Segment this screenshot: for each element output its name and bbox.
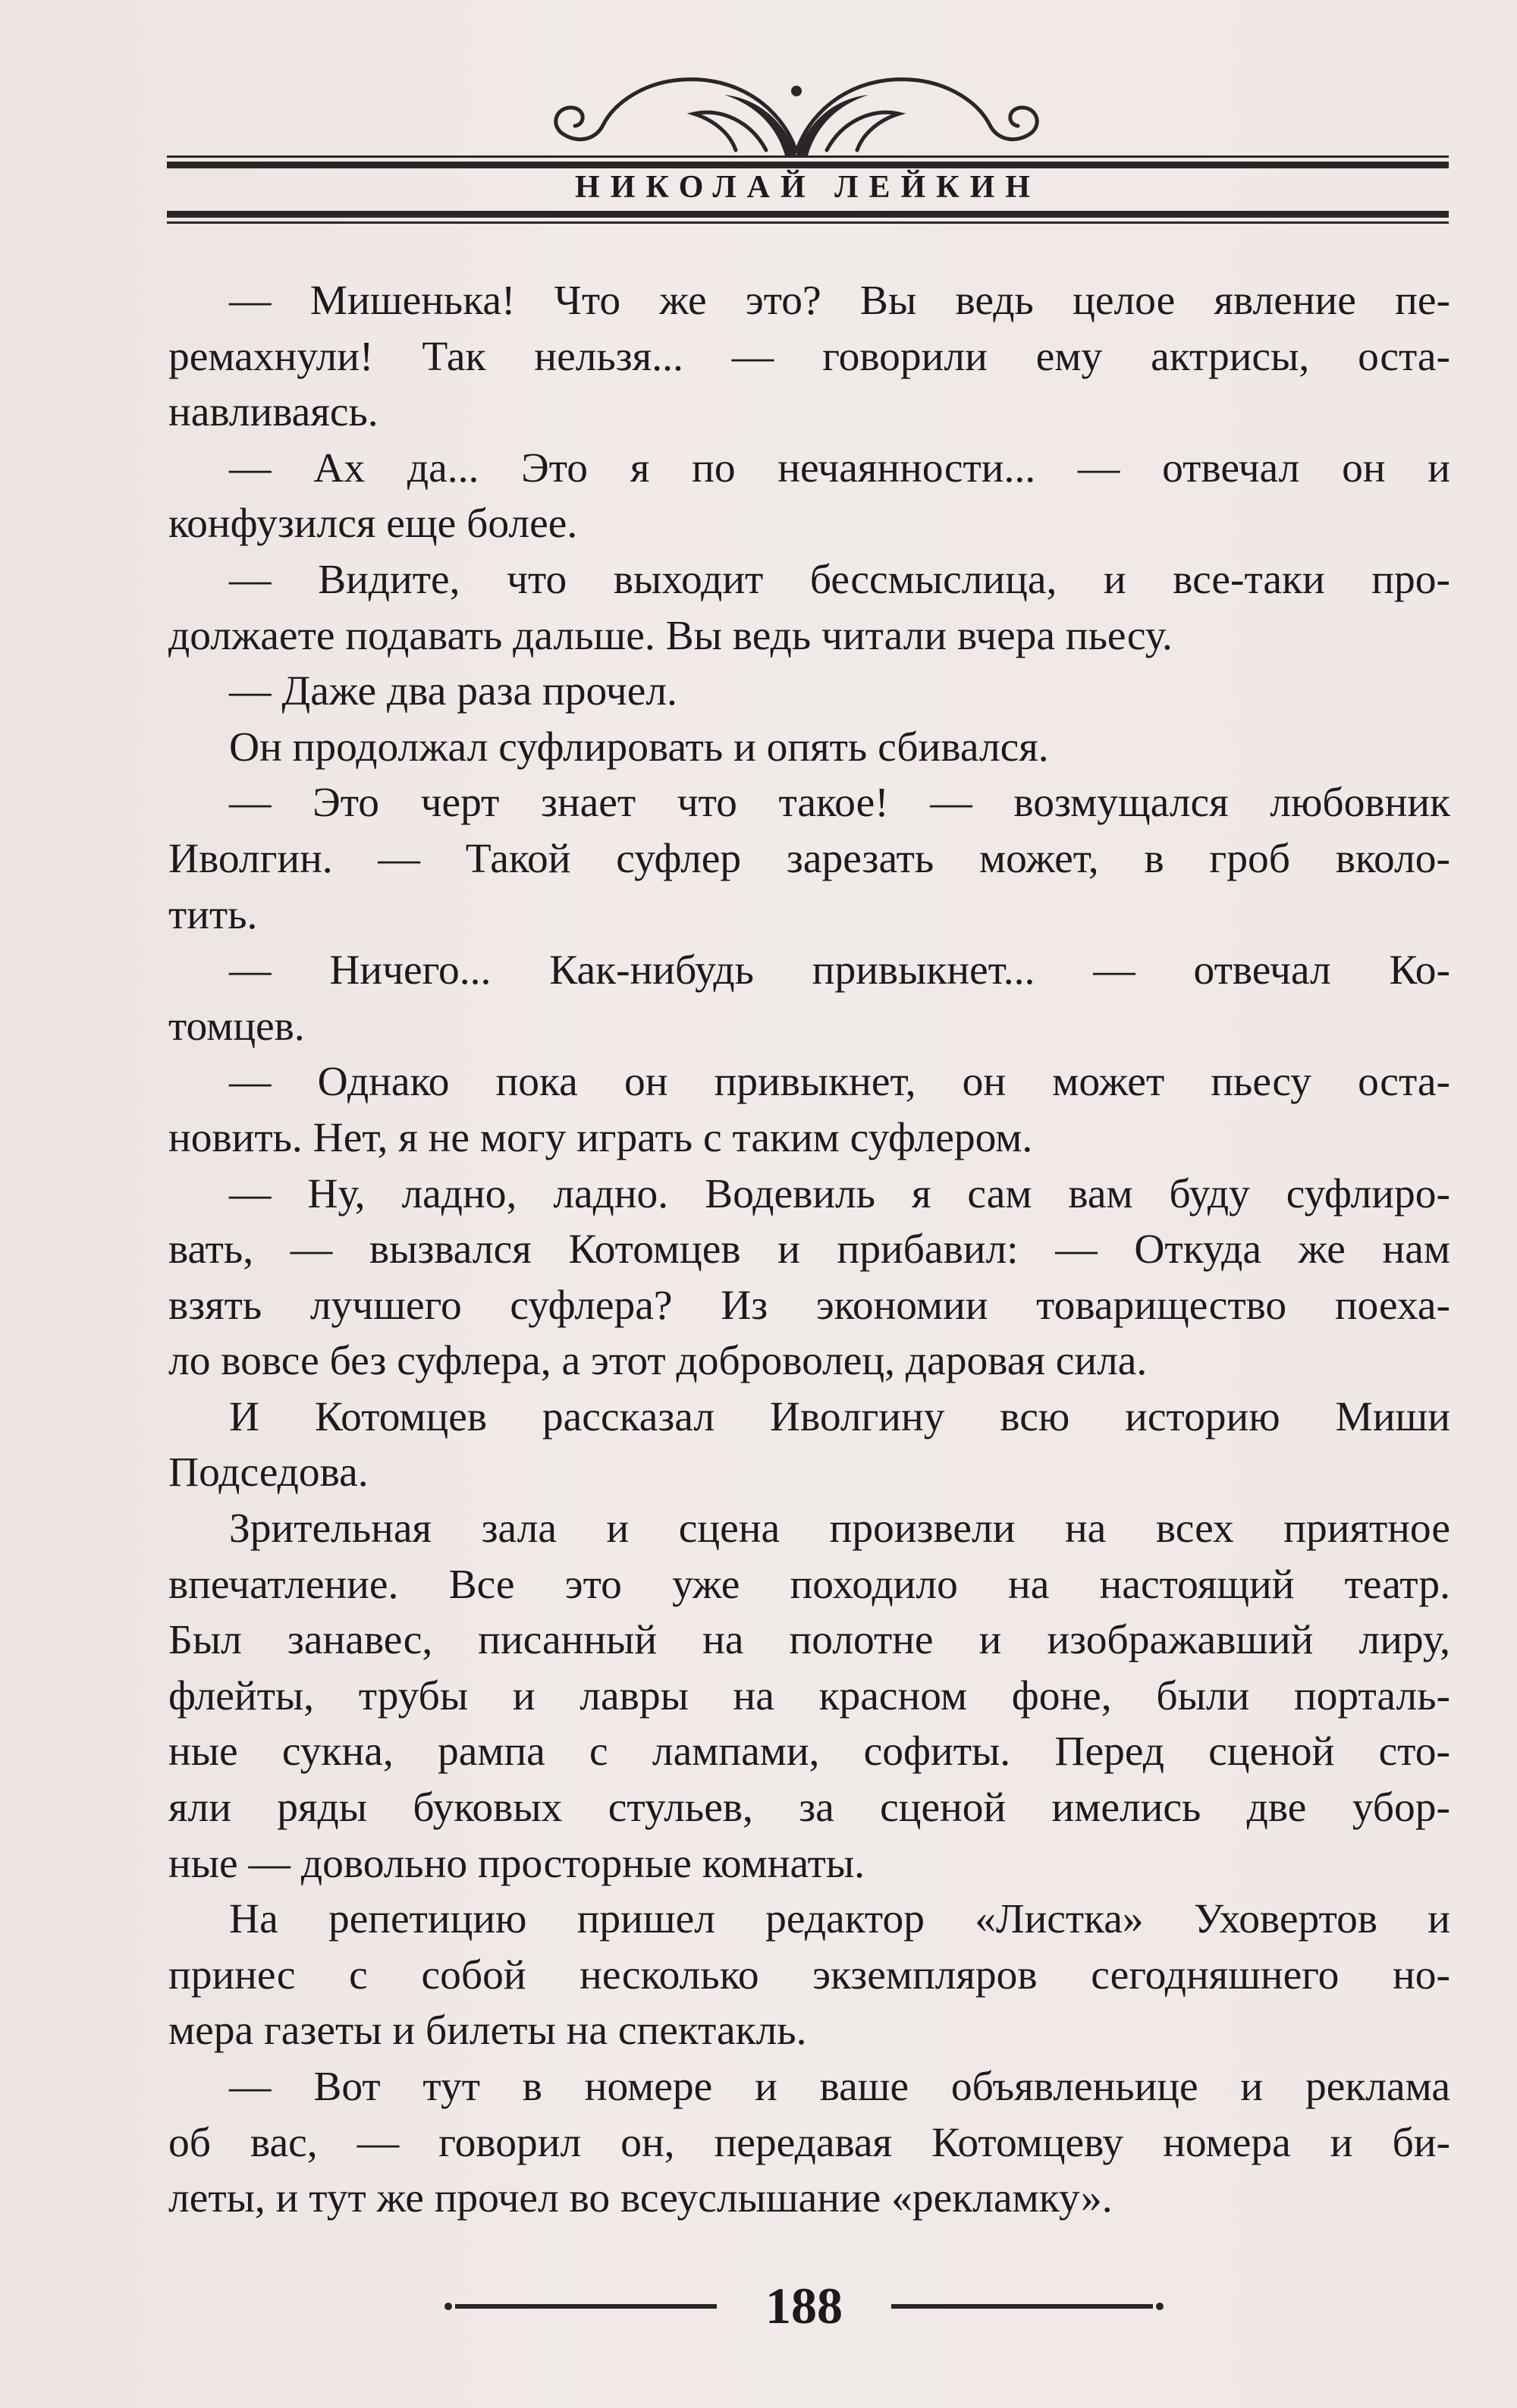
header-top-rule xyxy=(167,155,1449,168)
text-line: — Это черт знает что такое! — возмущался любовник xyxy=(229,780,1450,827)
text-line: И Котомцев рассказал Иволгину всю историю Миши xyxy=(229,1393,1450,1440)
text-line: Подседова. xyxy=(168,1449,369,1496)
text-line: взять лучшего суфлера? Из экономии товарищество поеха- xyxy=(168,1282,1450,1329)
text-line: навливаясь. xyxy=(168,389,378,436)
thick-rule-line xyxy=(167,162,1449,168)
header-bottom-rule xyxy=(167,211,1449,228)
text-line: — Даже два раза прочел. xyxy=(229,668,677,715)
text-line: Был занавес, писанный на полотне и изображавший лиру, xyxy=(168,1617,1450,1664)
body-text-block xyxy=(168,273,1450,2227)
text-line: должаете подавать дальше. Вы ведь читали вчера пьесу. xyxy=(168,612,1173,659)
text-line: вать, — вызвался Котомцев и прибавил: — Откуда же нам xyxy=(168,1226,1450,1273)
text-line: конфузился еще более. xyxy=(168,501,578,548)
header-flourish-ornament xyxy=(531,61,1062,159)
text-line: — Ну, ладно, ладно. Водевиль я сам вам буду суфлиро- xyxy=(229,1170,1450,1217)
text-line: принес с собой несколько экземпляров сегодняшнего но- xyxy=(168,1951,1450,1998)
text-line: об вас, — говорил он, передавая Котомцеву номера и би- xyxy=(168,2119,1450,2166)
footer-dot-ornament xyxy=(444,2303,452,2310)
text-line: ремахнули! Так нельзя... — говорили ему актрисы, оста- xyxy=(168,333,1450,380)
text-line: ные — довольно просторные комнаты. xyxy=(168,1840,865,1887)
text-line: На репетицию пришел редактор «Листка» Уховертов и xyxy=(229,1896,1450,1943)
text-line: — Ах да... Это я по нечаянности... — отвечал он и xyxy=(229,444,1450,491)
text-line: — Однако пока он привыкнет, он может пьесу оста- xyxy=(229,1059,1450,1106)
text-line: ло вовсе без суфлера, а этот доброволец, даровая сила. xyxy=(168,1338,1148,1385)
text-line: — Мишенька! Что же это? Вы ведь целое явление пе- xyxy=(229,278,1450,324)
page-number-footer xyxy=(455,2279,1153,2332)
text-line: — Ничего... Как-нибудь привыкнет... — отвечал Ко- xyxy=(229,947,1450,994)
text-line: новить. Нет, я не могу играть с таким суфлером. xyxy=(168,1114,1033,1161)
text-line: впечатление. Все это уже походило на настоящий театр. xyxy=(168,1561,1450,1608)
running-head-author: НИКОЛАЙ ЛЕЙКИН xyxy=(575,170,1041,205)
thin-rule-line xyxy=(167,221,1449,224)
text-line: тить. xyxy=(168,891,258,938)
text-line: Зрительная зала и сцена произвели на всех приятное xyxy=(229,1505,1450,1552)
footer-left-rule xyxy=(455,2304,717,2309)
text-line: мера газеты и билеты на спектакль. xyxy=(168,2008,807,2055)
text-line: Он продолжал суфлировать и опять сбивался. xyxy=(229,724,1049,771)
footer-dot-ornament xyxy=(1156,2303,1164,2310)
text-line: томцев. xyxy=(168,1003,305,1050)
footer-right-rule xyxy=(891,2304,1153,2309)
page-number: 188 xyxy=(765,2277,843,2334)
text-line: яли ряды буковых стульев, за сценой имелись две убор- xyxy=(168,1785,1450,1832)
thick-rule-line xyxy=(167,211,1449,218)
text-line: флейты, трубы и лавры на красном фоне, были порталь- xyxy=(168,1672,1450,1719)
thin-rule-line xyxy=(167,155,1449,158)
text-line: — Вот тут в номере и ваше объявленьице и реклама xyxy=(229,2064,1450,2110)
text-line: ные сукна, рампа с лампами, софиты. Перед сценой сто- xyxy=(168,1728,1450,1775)
text-line: Иволгин. — Такой суфлер зарезать может, в гроб вколо- xyxy=(168,835,1450,882)
text-line: леты, и тут же прочел во всеуслышание «рекламку». xyxy=(168,2175,1113,2222)
text-line: — Видите, что выходит бессмыслица, и все-таки про- xyxy=(229,556,1450,603)
